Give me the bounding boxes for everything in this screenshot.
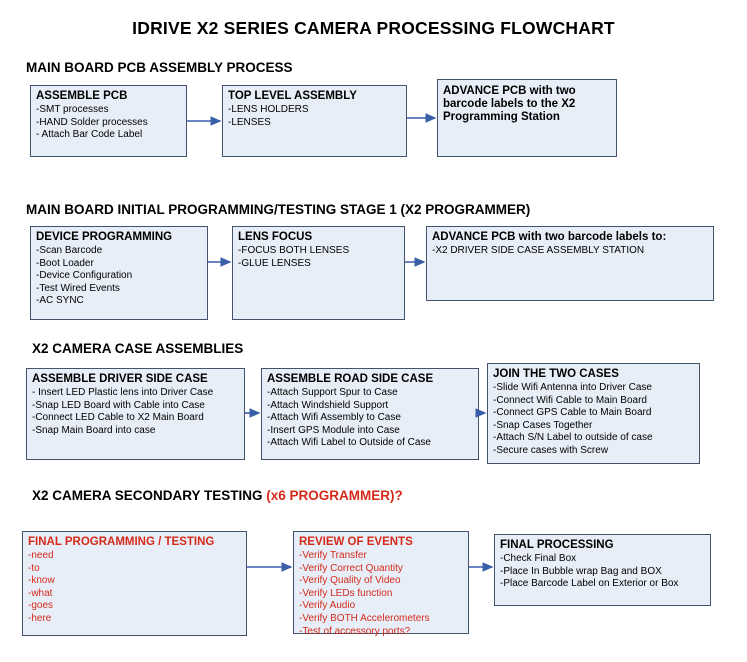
box-line: -Verify LEDs function — [299, 587, 393, 599]
box-assemble-road-side-case-lines — [262, 387, 478, 453]
section-heading-secondary-testing-accent: (x6 PROGRAMMER)? — [266, 488, 403, 503]
box-line: -Verify Transfer — [299, 550, 367, 561]
box-line: -Verify Quality of Video — [299, 575, 401, 587]
section-heading-initial-programming — [26, 202, 530, 217]
box-line: - Attach Bar Code Label — [36, 129, 143, 141]
box-final-programming-testing-head: FINAL PROGRAMMING / TESTING — [28, 536, 215, 548]
box-assemble-driver-side-case-head: ASSEMBLE DRIVER SIDE CASE — [32, 373, 208, 385]
box-line: -Verify Audio — [299, 600, 356, 612]
box-line: -Attach Windshield Support — [267, 399, 389, 411]
box-line: -HAND Solder processes — [36, 116, 148, 128]
section-heading-secondary-testing — [32, 488, 403, 503]
box-device-programming[interactable] — [30, 226, 208, 320]
section-heading-pcb-assembly — [26, 60, 293, 75]
box-final-processing-head: FINAL PROCESSING — [500, 539, 614, 551]
box-line: -Snap Main Board into case — [32, 424, 156, 436]
box-final-processing-lines — [495, 553, 710, 594]
box-line: -Test of accessory ports? — [299, 625, 411, 637]
box-line: - Insert LED Plastic lens into Driver Case — [32, 387, 214, 398]
box-line: -AC SYNC — [36, 295, 84, 307]
box-line: -Snap Cases Together — [493, 419, 593, 431]
box-line: -Insert GPS Module into Case — [267, 424, 400, 436]
box-assemble-driver-side-case-lines — [27, 387, 244, 440]
box-advance-pcb-driver-side-head: ADVANCE PCB with two barcode labels to: — [432, 231, 667, 243]
box-assemble-pcb-lines — [31, 104, 186, 145]
box-line: -Connect GPS Cable to Main Board — [493, 407, 652, 419]
box-line: -Place Barcode Label on Exterior or Box — [500, 578, 679, 590]
box-lens-focus-head: LENS FOCUS — [238, 231, 313, 243]
box-line: -Scan Barcode — [36, 245, 103, 256]
box-line: -Attach Wifi Assembly to Case — [267, 412, 401, 424]
box-line: -GLUE LENSES — [238, 257, 311, 269]
section-heading-case-assemblies — [32, 341, 243, 356]
box-line: -SMT processes — [36, 104, 109, 115]
box-advance-pcb-driver-side[interactable] — [426, 226, 714, 301]
box-final-programming-testing-lines — [23, 550, 246, 629]
box-advance-pcb-programming-station[interactable] — [437, 79, 617, 157]
box-line: -Boot Loader — [36, 257, 94, 269]
box-assemble-driver-side-case[interactable] — [26, 368, 245, 460]
box-line: -Verify BOTH Accelerometers — [299, 612, 430, 624]
box-line: -to — [28, 562, 40, 574]
box-review-of-events[interactable] — [293, 531, 469, 637]
section-heading-case-assemblies-label: X2 CAMERA CASE ASSEMBLIES — [32, 341, 244, 356]
box-line: -FOCUS BOTH LENSES — [238, 245, 350, 256]
box-line: -Attach Support Spur to Case — [267, 387, 398, 398]
box-top-level-assembly[interactable] — [222, 85, 407, 157]
box-device-programming-head: DEVICE PROGRAMMING — [36, 231, 173, 243]
box-line: -Check Final Box — [500, 553, 577, 564]
box-final-programming-testing[interactable] — [22, 531, 247, 636]
box-join-the-two-cases-head: JOIN THE TWO CASES — [493, 368, 619, 380]
box-line: -here — [28, 612, 52, 624]
box-line: -Slide Wifi Antenna into Driver Case — [493, 382, 652, 393]
box-line: -LENSES — [228, 116, 271, 128]
box-review-of-events-lines — [294, 550, 468, 641]
box-lens-focus-lines — [233, 245, 404, 273]
section-heading-pcb-assembly-label: MAIN BOARD PCB ASSEMBLY PROCESS — [26, 60, 293, 75]
box-line: -Attach Wifi Label to Outside of Case — [267, 437, 431, 449]
box-join-the-two-cases-lines — [488, 382, 699, 461]
box-line: -need — [28, 550, 54, 561]
box-line: -Verify Correct Quantity — [299, 562, 403, 574]
section-heading-secondary-testing-label: X2 CAMERA SECONDARY TESTING — [32, 488, 267, 503]
box-device-programming-lines — [31, 245, 207, 311]
box-advance-pcb-driver-side-lines — [427, 245, 713, 261]
box-line: -Device Configuration — [36, 270, 133, 282]
box-assemble-road-side-case[interactable] — [261, 368, 479, 460]
box-assemble-pcb-head: ASSEMBLE PCB — [36, 90, 128, 102]
box-review-of-events-head: REVIEW OF EVENTS — [299, 536, 413, 548]
box-join-the-two-cases[interactable] — [487, 363, 700, 464]
box-lens-focus[interactable] — [232, 226, 405, 320]
box-line: -Place In Bubble wrap Bag and BOX — [500, 565, 662, 577]
box-top-level-assembly-lines — [223, 104, 406, 132]
page-title: IDRIVE X2 SERIES CAMERA PROCESSING FLOWCHART — [132, 18, 615, 38]
box-line: -Secure cases with Screw — [493, 444, 609, 456]
box-line: -goes — [28, 600, 54, 612]
box-line: -Connect LED Cable to X2 Main Board — [32, 412, 204, 424]
box-line: -Snap LED Board with Cable into Case — [32, 399, 205, 411]
box-line: -X2 DRIVER SIDE CASE ASSEMBLY STATION — [432, 245, 645, 256]
box-line: -LENS HOLDERS — [228, 104, 309, 115]
box-top-level-assembly-head: TOP LEVEL ASSEMBLY — [228, 90, 357, 102]
section-heading-initial-programming-label: MAIN BOARD INITIAL PROGRAMMING/TESTING STAGE 1 (X2 PROGRAMMER) — [26, 202, 531, 217]
box-line: -Test Wired Events — [36, 282, 120, 294]
box-line: -Connect Wifi Cable to Main Board — [493, 394, 647, 406]
box-line: -what — [28, 587, 53, 599]
box-assemble-road-side-case-head: ASSEMBLE ROAD SIDE CASE — [267, 373, 434, 385]
box-line: -know — [28, 575, 55, 587]
box-assemble-pcb[interactable] — [30, 85, 187, 157]
box-advance-pcb-programming-station-head: ADVANCE PCB with two barcode labels to the X2 Programming Station — [443, 85, 576, 123]
box-final-processing[interactable] — [494, 534, 711, 606]
box-line: -Attach S/N Label to outside of case — [493, 432, 653, 444]
